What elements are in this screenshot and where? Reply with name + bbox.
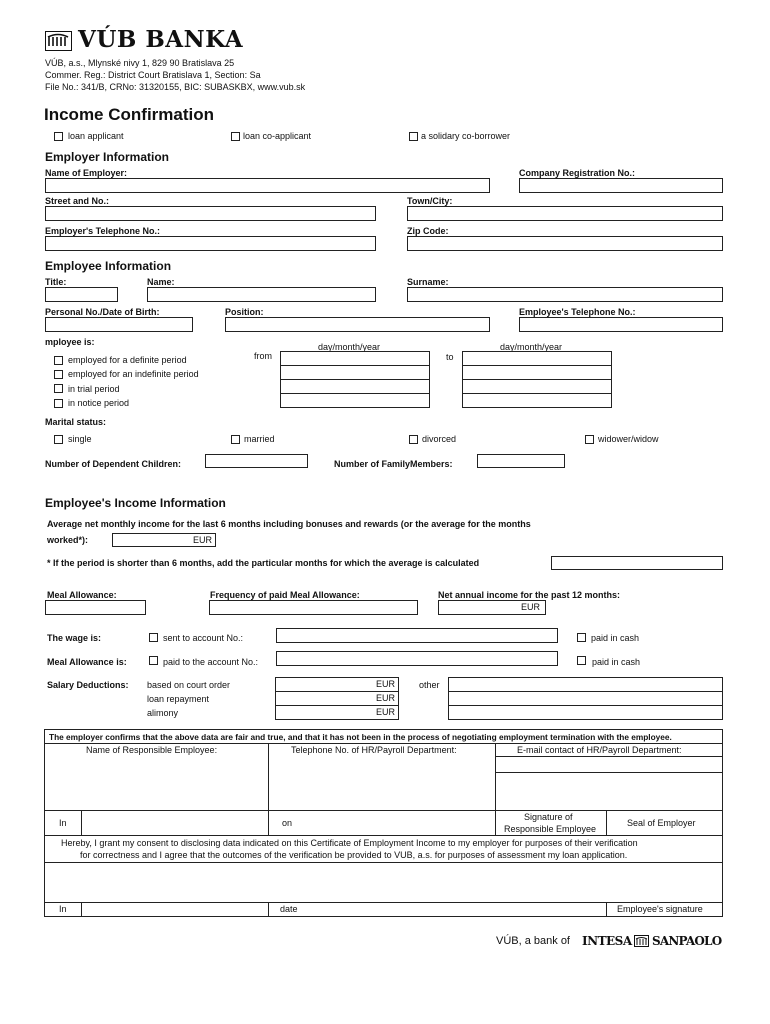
indefinite-period-checkbox[interactable] [54, 370, 63, 379]
deduction-court-order: based on court order [147, 680, 231, 690]
other-deduction-cell[interactable] [449, 706, 723, 720]
married-checkbox[interactable] [231, 435, 240, 444]
to-date-cell[interactable] [463, 394, 612, 408]
confirmation-statement: The employer confirms that the above data are fair and true, and that it has not been in the process of negotiating employment termination with the employee. [49, 732, 672, 742]
deduction-amount-cell[interactable] [276, 692, 399, 706]
town-label: Town/City: [407, 196, 453, 206]
from-label: from [254, 351, 272, 361]
wage-cash-checkbox[interactable] [577, 633, 586, 642]
to-date-cell[interactable] [463, 352, 612, 366]
avg-income-label-2: worked*): [47, 535, 89, 545]
meal-frequency-input[interactable] [209, 600, 418, 615]
deduction-currency: EUR [375, 707, 395, 717]
meal-account-label: paid to the account No.: [163, 657, 259, 667]
annual-income-currency: EUR [521, 602, 541, 612]
wage-cash-label: paid in cash [591, 633, 640, 643]
wage-account-input[interactable] [276, 628, 558, 643]
zip-label: Zip Code: [407, 226, 449, 236]
employee-phone-label: Employee's Telephone No.: [519, 307, 636, 317]
employer-name-input[interactable] [45, 178, 490, 193]
notice-period-checkbox[interactable] [54, 399, 63, 408]
personal-no-input[interactable] [45, 317, 193, 332]
other-deduction-cell[interactable] [449, 692, 723, 706]
col-hr-email: E-mail contact of HR/Payroll Department: [517, 745, 682, 755]
meal-cash-label: paid in cash [592, 657, 641, 667]
address-line-2: Commer. Reg.: District Court Bratislava 1, Section: Sa [45, 70, 261, 80]
co-borrower-checkbox[interactable] [409, 132, 418, 141]
period-note: * If the period is shorter than 6 months, add the particular months for which the average is calculated [47, 558, 480, 568]
wage-account-checkbox[interactable] [149, 633, 158, 642]
employer-phone-input[interactable] [45, 236, 376, 251]
employer-phone-label: Employer's Telephone No.: [45, 226, 160, 236]
name-input[interactable] [147, 287, 376, 302]
indefinite-period-label: employed for an indefinite period [68, 369, 199, 379]
meal-allowance-label: Meal Allowance: [47, 590, 117, 600]
surname-label: Surname: [407, 277, 449, 287]
to-date-cell[interactable] [463, 366, 612, 380]
address-line-1: VÚB, a.s., Mlynské nivy 1, 829 90 Bratislava 25 [45, 58, 235, 68]
notice-period-label: in notice period [68, 398, 130, 408]
from-date-cell[interactable] [281, 352, 430, 366]
vub-logo-icon [45, 31, 72, 51]
employee-signature-label: Employee's signature [617, 904, 703, 914]
loan-applicant-label: loan applicant [68, 131, 124, 141]
col-responsible-employee: Name of Responsible Employee: [86, 745, 218, 755]
other-deduction-cell[interactable] [449, 678, 723, 692]
name-label: Name: [147, 277, 175, 287]
date-label: date [280, 904, 298, 914]
to-date-table [462, 351, 612, 408]
divorced-checkbox[interactable] [409, 435, 418, 444]
meal-cash-checkbox[interactable] [577, 656, 586, 665]
from-date-cell[interactable] [281, 394, 430, 408]
personal-no-label: Personal No./Date of Birth: [45, 307, 160, 317]
dependent-children-input[interactable] [205, 454, 308, 468]
footer-bank-of: VÚB, a bank of [496, 935, 570, 947]
company-reg-label: Company Registration No.: [519, 168, 636, 178]
definite-period-label: employed for a definite period [68, 355, 187, 365]
deductions-table [275, 677, 399, 720]
on-label: on [282, 818, 293, 828]
page-title: Income Confirmation [44, 105, 215, 124]
date-header-to: day/month/year [500, 342, 563, 352]
married-label: married [244, 434, 275, 444]
other-label: other [419, 680, 440, 690]
street-input[interactable] [45, 206, 376, 221]
to-date-cell[interactable] [463, 380, 612, 394]
seal-label: Seal of Employer [627, 818, 696, 828]
consent-line-2: for correctness and I agree that the outcomes of the verification be provided to VUB, a.s. for purposes of assessment my loan application. [80, 850, 628, 860]
meal-allowance-input[interactable] [45, 600, 146, 615]
trial-period-checkbox[interactable] [54, 384, 63, 393]
address-line-3: File No.: 341/B, CRNo: 31320155, BIC: SUBASKBX, www.vub.sk [45, 82, 306, 92]
title-label: Title: [45, 277, 67, 287]
in-place-input[interactable] [82, 811, 268, 835]
employee-is-label: mployee is: [45, 337, 95, 347]
zip-input[interactable] [407, 236, 723, 251]
widower-label: widower/widow [598, 434, 659, 444]
in-label: In [59, 818, 67, 828]
deduction-currency: EUR [375, 693, 395, 703]
deduction-amount-cell[interactable] [276, 706, 399, 720]
loan-applicant-checkbox[interactable] [54, 132, 63, 141]
period-months-input[interactable] [551, 556, 723, 570]
from-date-cell[interactable] [281, 366, 430, 380]
street-label: Street and No.: [45, 196, 110, 206]
family-members-label: Number of FamilyMembers: [334, 459, 453, 469]
single-checkbox[interactable] [54, 435, 63, 444]
consent-line-1: Hereby, I grant my consent to disclosing data indicated on this Certificate of Employment Income to my employer for purposes of their verification [61, 838, 638, 848]
trial-period-label: in trial period [68, 384, 120, 394]
co-borrower-label: a solidary co-borrower [421, 131, 511, 141]
position-label: Position: [225, 307, 264, 317]
in-label-2: In [59, 904, 67, 914]
meal-account-checkbox[interactable] [149, 656, 158, 665]
employee-phone-input[interactable] [519, 317, 723, 332]
annual-income-label: Net annual income for the past 12 months: [438, 590, 621, 600]
company-reg-input[interactable] [519, 178, 723, 193]
surname-input[interactable] [407, 287, 723, 302]
meal-frequency-label: Frequency of paid Meal Allowance: [210, 590, 360, 600]
intesa-logo-text: INTESA [582, 934, 632, 948]
wage-account-label: sent to account No.: [163, 633, 244, 643]
col-hr-phone: Telephone No. of HR/Payroll Department: [291, 745, 457, 755]
sanpaolo-logo-icon [634, 935, 649, 947]
deduction-loan: loan repayment [147, 694, 210, 704]
other-deductions-table [448, 677, 723, 720]
family-members-input[interactable] [477, 454, 565, 468]
meal-account-input[interactable] [276, 651, 558, 666]
loan-co-applicant-checkbox[interactable] [231, 132, 240, 141]
divorced-label: divorced [422, 434, 457, 444]
definite-period-checkbox[interactable] [54, 356, 63, 365]
from-date-cell[interactable] [281, 380, 430, 394]
income-heading: Employee's Income Information [45, 496, 226, 510]
employer-name-label: Name of Employer: [45, 168, 128, 178]
avg-income-currency: EUR [193, 535, 213, 545]
widower-checkbox[interactable] [585, 435, 594, 444]
bank-name: VÚB BANKA [78, 26, 244, 53]
sanpaolo-logo-text: SANPAOLO [652, 934, 722, 948]
signature-label-2: Responsible Employee [504, 824, 597, 834]
town-input[interactable] [407, 206, 723, 221]
avg-income-label-1: Average net monthly income for the last 6 months including bonuses and rewards (or the average for the months [47, 519, 531, 529]
employer-heading: Employer Information [45, 150, 170, 164]
deduction-alimony: alimony [147, 708, 179, 718]
salary-deductions-label: Salary Deductions: [47, 680, 129, 690]
meal-is-label: Meal Allowance is: [47, 657, 127, 667]
employee-heading: Employee Information [45, 259, 172, 273]
position-input[interactable] [225, 317, 490, 332]
single-label: single [68, 434, 92, 444]
loan-co-applicant-label: loan co-applicant [243, 131, 312, 141]
to-label: to [446, 352, 454, 362]
wage-label: The wage is: [47, 633, 102, 643]
dependent-children-label: Number of Dependent Children: [45, 459, 182, 469]
marital-status-label: Marital status: [45, 417, 107, 427]
signature-label-1: Signature of [524, 812, 573, 822]
deduction-currency: EUR [375, 679, 395, 689]
from-date-table [280, 351, 430, 408]
deduction-amount-cell[interactable] [276, 678, 399, 692]
title-input[interactable] [45, 287, 118, 302]
date-header-from: day/month/year [318, 342, 381, 352]
